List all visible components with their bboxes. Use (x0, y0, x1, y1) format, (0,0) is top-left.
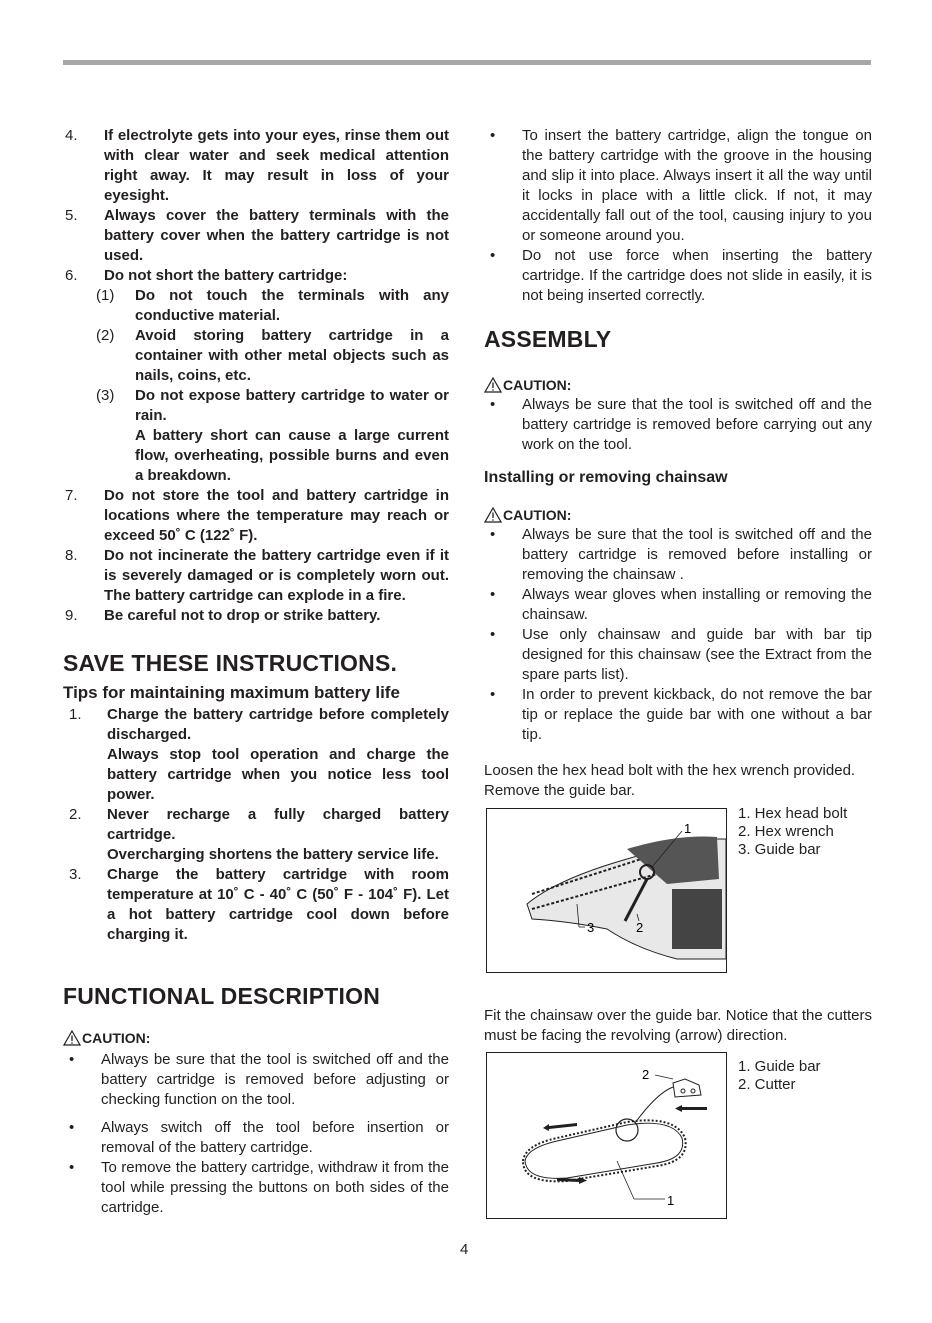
save-instructions-heading: SAVE THESE INSTRUCTIONS. (63, 650, 398, 676)
item-text: Do not touch the terminals with any conductive material. (135, 287, 449, 324)
item-text: Never recharge a fully charged battery cartridge. (107, 806, 449, 843)
bullet-dot: • (490, 247, 496, 264)
page-number: 4 (460, 1241, 469, 1258)
chainsaw-illustration (487, 809, 726, 972)
item-text: Charge the battery cartridge before completely discharged. (107, 706, 449, 743)
warning-triangle-icon (484, 377, 502, 393)
left-column (63, 126, 449, 1218)
installing-bullet (484, 585, 872, 625)
caution-label: CAUTION: (484, 377, 872, 393)
installing-bullet (484, 685, 872, 745)
bullet-dot: • (490, 586, 496, 603)
caution-label: CAUTION: (484, 507, 872, 523)
item-text: Always cover the battery terminals with the battery cover when the battery cartridge is not used. (104, 207, 449, 264)
functional-bullet (63, 1158, 449, 1218)
legend-item: 2. Cutter (738, 1076, 796, 1093)
tip-item (63, 705, 449, 745)
item-text: Do not incinerate the battery cartridge even if it is severely damaged or is completely worn out. The battery cartridge can explode in a fire. (104, 547, 449, 604)
safety-item (63, 606, 449, 626)
tip-item (63, 865, 449, 945)
bullet-dot: • (69, 1119, 75, 1136)
bullet-text: Use only chainsaw and guide bar with bar tip designed for this chainsaw (see the Extract from the spare parts list). (522, 626, 872, 683)
bullet-text: To insert the battery cartridge, align the tongue on the battery cartridge with the groove in the housing and slip it into place. Always insert it all the way until it locks in place with a little click. If not, it may accidentally fall out of the tool, causing injury to you or someone around you. (522, 127, 872, 244)
figure2-legend (738, 1058, 821, 1094)
callout-3: 3 (587, 920, 595, 935)
item-number: (1) (96, 287, 115, 304)
item-number: 8. (65, 547, 78, 564)
header-rule (63, 60, 871, 65)
functional-bullet (63, 1050, 449, 1110)
item-text: Be careful not to drop or strike battery. (104, 607, 381, 624)
legend-item: 3. Guide bar (738, 841, 821, 858)
item-number: 5. (65, 207, 78, 224)
item-text: Do not expose battery cartridge to water or rain. (135, 387, 449, 424)
item-number: 3. (69, 866, 82, 883)
assembly-bullet (484, 395, 872, 455)
short-circuit-subitem (63, 286, 449, 326)
item-number: 9. (65, 607, 78, 624)
safety-item (63, 126, 449, 206)
bullet-text: Do not use force when inserting the battery cartridge. If the cartridge does not slide in easily, it is not being inserted correctly. (522, 247, 872, 304)
callout-2: 2 (642, 1067, 650, 1082)
bullet-dot: • (490, 127, 496, 144)
warning-triangle-icon (63, 1030, 81, 1046)
item-number: 1. (69, 706, 82, 723)
tip-extra: Always stop tool operation and charge the battery cartridge when you notice less tool power. (107, 746, 449, 803)
callout-1: 1 (684, 821, 692, 836)
short-circuit-note: A battery short can cause a large current flow, overheating, possible burns and even a breakdown. (135, 427, 449, 484)
bullet-dot: • (69, 1051, 75, 1068)
installing-bullet (484, 625, 872, 685)
figure-remove-guide-bar (486, 808, 727, 973)
fit-instruction: Fit the chainsaw over the guide bar. Notice that the cutters must be facing the revolving (arrow) direction. (484, 1007, 872, 1044)
item-text: If electrolyte gets into your eyes, rinse them out with clear water and seek medical attention right away. It may result in loss of your eyesight. (104, 127, 449, 204)
item-text: Do not short the battery cartridge: (104, 267, 348, 284)
item-number: 6. (65, 267, 78, 284)
item-number: (2) (96, 327, 115, 344)
battery-bullet (484, 126, 872, 246)
item-text: Avoid storing battery cartridge in a container with other metal objects such as nails, coins, etc. (135, 327, 449, 384)
battery-bullet (484, 246, 872, 306)
right-column (484, 126, 872, 801)
item-text: Do not store the tool and battery cartridge in locations where the temperature may reach or exceed 50˚ C (122˚ F). (104, 487, 449, 544)
bullet-text: Always be sure that the tool is switched off and the battery cartridge is removed before carrying out any work on the tool. (522, 396, 872, 453)
installing-heading: Installing or removing chainsaw (484, 469, 728, 486)
assembly-heading: ASSEMBLY (484, 326, 612, 352)
tip-item (63, 805, 449, 845)
safety-item (63, 546, 449, 606)
installing-bullet (484, 525, 872, 585)
figure-fit-chainsaw (486, 1052, 727, 1219)
legend-item: 1. Hex head bolt (738, 805, 848, 822)
callout-1: 1 (667, 1193, 675, 1208)
bullet-dot: • (490, 626, 496, 643)
callout-2: 2 (636, 920, 644, 935)
functional-bullet (63, 1118, 449, 1158)
bullet-text: In order to prevent kickback, do not remove the bar tip or replace the guide bar with one without a bar tip. (522, 686, 872, 743)
functional-description-heading: FUNCTIONAL DESCRIPTION (63, 983, 381, 1009)
figure1-legend (738, 805, 847, 859)
bullet-dot: • (490, 396, 496, 413)
bullet-text: Always be sure that the tool is switched off and the battery cartridge is removed before installing or removing the chainsaw . (522, 526, 872, 583)
legend-item: 2. Hex wrench (738, 823, 834, 840)
bullet-text: Always switch off the tool before insertion or removal of the battery cartridge. (101, 1119, 449, 1156)
item-number: 7. (65, 487, 78, 504)
tips-heading: Tips for maintaining maximum battery life (63, 683, 400, 702)
item-number: 2. (69, 806, 82, 823)
bullet-text: Always be sure that the tool is switched off and the battery cartridge is removed before adjusting or checking function on the tool. (101, 1051, 449, 1108)
item-number: 4. (65, 127, 78, 144)
loosen-instruction: Loosen the hex head bolt with the hex wrench provided. Remove the guide bar. (484, 762, 856, 799)
bullet-dot: • (490, 526, 496, 543)
bullet-dot: • (69, 1159, 75, 1176)
safety-item (63, 266, 449, 286)
short-circuit-subitem (63, 326, 449, 386)
item-number: (3) (96, 387, 115, 404)
bullet-text: To remove the battery cartridge, withdraw it from the tool while pressing the buttons on both sides of the cartridge. (101, 1159, 449, 1216)
short-circuit-subitem (63, 386, 449, 426)
warning-triangle-icon (484, 507, 502, 523)
item-text: Charge the battery cartridge with room temperature at 10˚ C - 40˚ C (50˚ F - 104˚ F). Let a hot battery cartridge cool down before charging it. (107, 866, 449, 943)
guide-bar-illustration (487, 1053, 726, 1218)
caution-label: CAUTION: (63, 1030, 449, 1046)
bullet-text: Always wear gloves when installing or removing the chainsaw. (522, 586, 872, 623)
tip-extra: Overcharging shortens the battery service life. (107, 846, 439, 863)
safety-item (63, 206, 449, 266)
bullet-dot: • (490, 686, 496, 703)
legend-item: 1. Guide bar (738, 1058, 821, 1075)
safety-item (63, 486, 449, 546)
